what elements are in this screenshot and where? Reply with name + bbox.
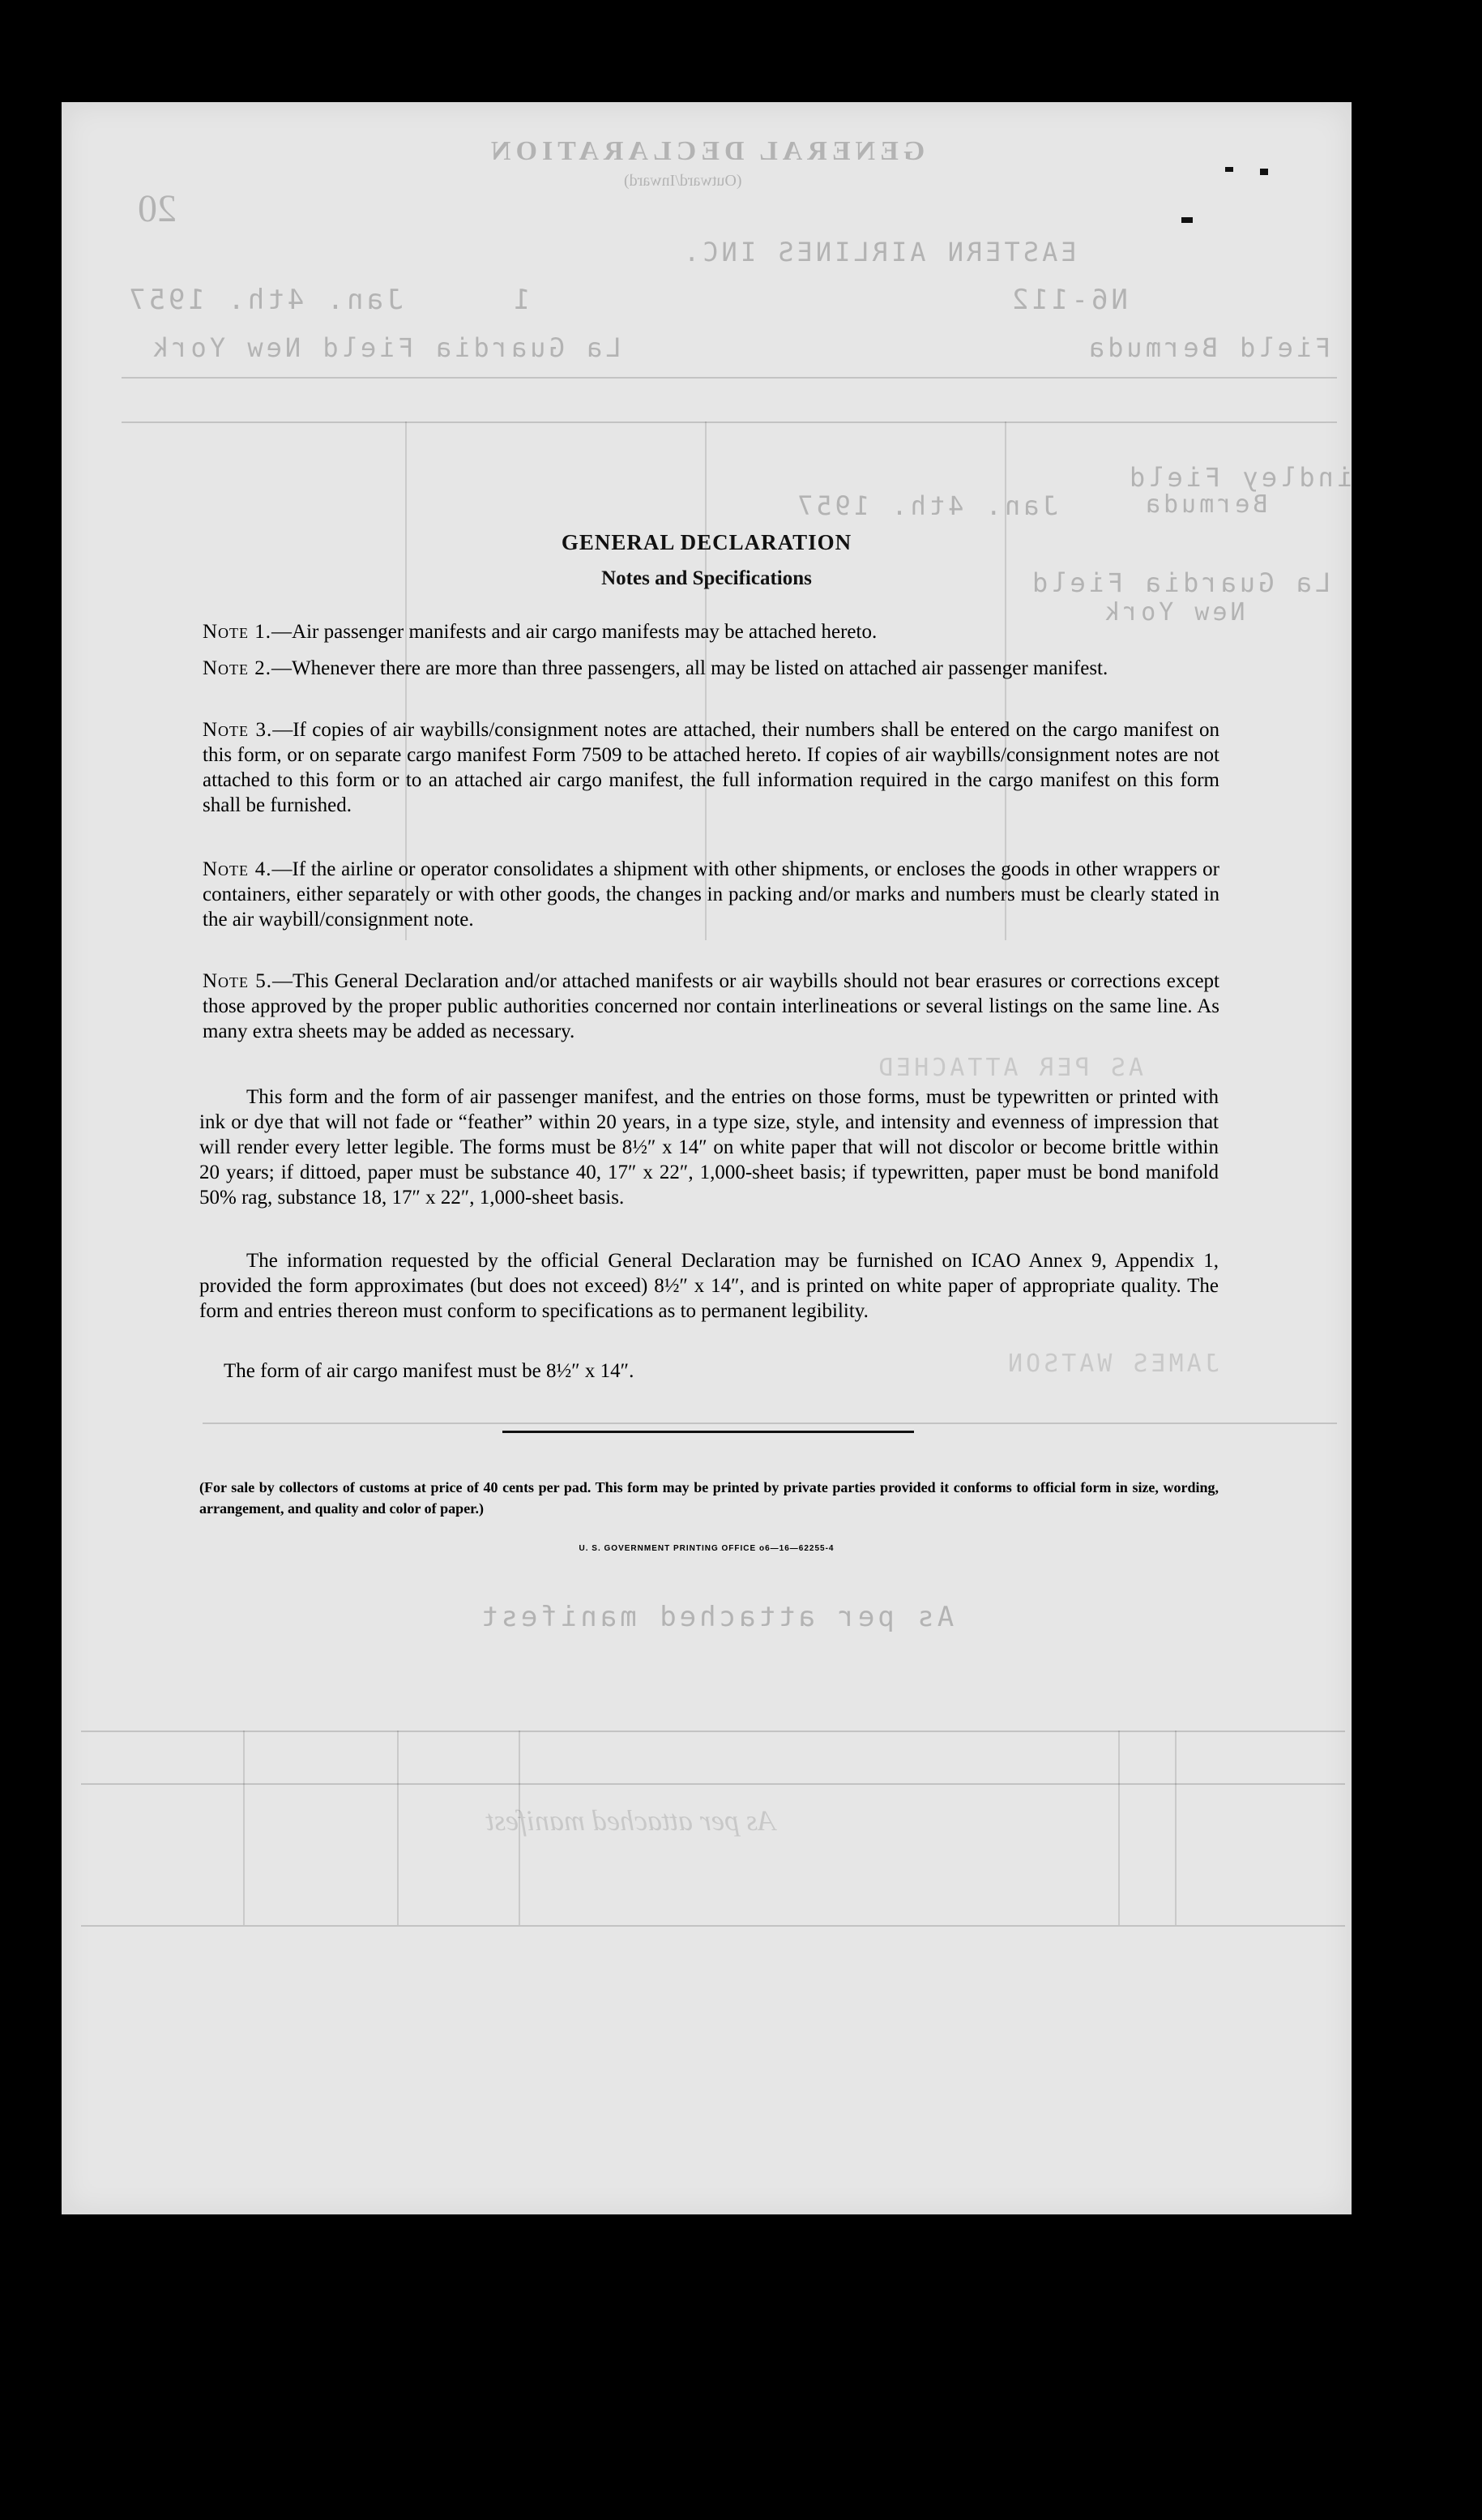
note-text: —This General Declaration and/or attached manifests or air waybills should not bear erasures or corrections except those approved by the proper public authorities concerned nor contain interlineations or several listings on the same line. As many extra sheets may be added as necessary. — [203, 970, 1219, 1042]
ghost-signature-type: JAMES WATSON — [1005, 1350, 1219, 1378]
ghost-from-place: Kindley Field Bermuda — [1086, 332, 1482, 363]
edge-mark — [1260, 169, 1268, 175]
ghost-departure-place: Kindley Field — [1126, 462, 1372, 493]
note-label: Note 1. — [203, 621, 272, 643]
note-3 — [203, 717, 1219, 818]
ghost-arrival-place: La Guardia Field — [1029, 567, 1331, 598]
paragraph-cargo-manifest: The form of air cargo manifest must be 8½″ x 14″. — [224, 1360, 634, 1382]
paragraph-icao: The information requested by the official General Declaration may be furnished on ICAO Annex 9, Appendix 1, provided the form approximates (but does not exceed) 8½″ x 14″, and is printed on white paper of appropriate quality. The form and entries thereon must conform to specifications as to permanent legibility. — [199, 1250, 1219, 1322]
ghost-to-place: La Guardia Field New York — [150, 332, 621, 363]
note-text: —If copies of air waybills/consignment notes are attached, their numbers shall be entered on the cargo manifest on this form, or on separate cargo manifest Form 7509 to be attached hereto. If copies of air waybills/consignment notes are not attached to this form or to an attached air cargo manifest, the full information required in the cargo manifest on this form shall be furnished. — [203, 719, 1219, 816]
note-text: —If the airline or operator consolidates a shipment with other shipments, or encloses the goods in other wrappers or containers, either separately or with other goods, the changes in packing and/or marks and numbers must be clearly stated in the air waybill/consignment note. — [203, 858, 1220, 931]
ghost-form-subtitle: (Outward/Inward) — [624, 172, 742, 190]
ghost-departure-date: Jan. 4th. 1957 — [794, 490, 1058, 521]
ghost-departure-place-2: Bermuda — [1142, 490, 1268, 519]
note-2 — [203, 656, 1219, 681]
edge-mark — [1225, 167, 1233, 172]
ghost-flight-number: 1 — [510, 284, 531, 316]
note-4 — [203, 857, 1219, 932]
printer-line: U. S. GOVERNMENT PRINTING OFFICE o6—16—62255-4 — [579, 1544, 835, 1553]
divider-rule — [502, 1431, 914, 1433]
page-title: GENERAL DECLARATION — [561, 530, 852, 554]
ghost-handwritten: As per attached manifest — [486, 1804, 775, 1837]
note-text: —Air passenger manifests and air cargo manifests may be attached hereto. — [271, 621, 878, 643]
paragraph-forms: This form and the form of air passenger manifest, and the entries on those forms, must be typewritten or printed with ink or dye that will not fade or “feather” within 20 years, in a type size, style, and intensity and evenness of impression that will render every letter legible. The forms must be 8½″ x 14″ on white paper that will not discolor or become brittle within 20 years; if dittoed, paper must be substance 40, 17″ x 22″, 1,000-sheet basis; if typewritten, paper must be bond manifold 50% rag, substance 18, 17″ x 22″, 1,000-sheet basis. — [199, 1086, 1219, 1209]
ghost-form-title: GENERAL DECLARATION — [486, 136, 925, 166]
note-label: Note 2. — [203, 657, 272, 679]
note-1 — [203, 619, 1219, 644]
note-5 — [203, 969, 1219, 1044]
note-label: Note 4. — [203, 858, 272, 880]
ghost-airline: EASTERN AIRLINES INC. — [681, 237, 1077, 267]
note-label: Note 3. — [203, 719, 273, 741]
note-text: —Whenever there are more than three passengers, all may be listed on attached air passenger manifest. — [271, 657, 1108, 679]
ghost-attached: AS PER ATTACHED — [875, 1054, 1143, 1082]
ghost-manifest-note: As per attached manifest — [478, 1601, 955, 1633]
note-label: Note 5. — [203, 970, 273, 992]
ghost-flight-date: Jan. 4th. 1957 — [126, 284, 404, 316]
sale-note: (For sale by collectors of customs at price of 40 cents per pad. This form may be printed by private parties provided it conforms to official form in size, wording, arrangement, and quality and color of paper.) — [199, 1479, 1219, 1517]
ghost-arrival-place-2: New York — [1102, 598, 1245, 627]
edge-mark — [1181, 217, 1193, 223]
page-subtitle: Notes and Specifications — [601, 567, 812, 589]
ghost-aircraft: N6-112 — [1009, 284, 1128, 316]
ghost-page-number: 20 — [138, 187, 177, 230]
